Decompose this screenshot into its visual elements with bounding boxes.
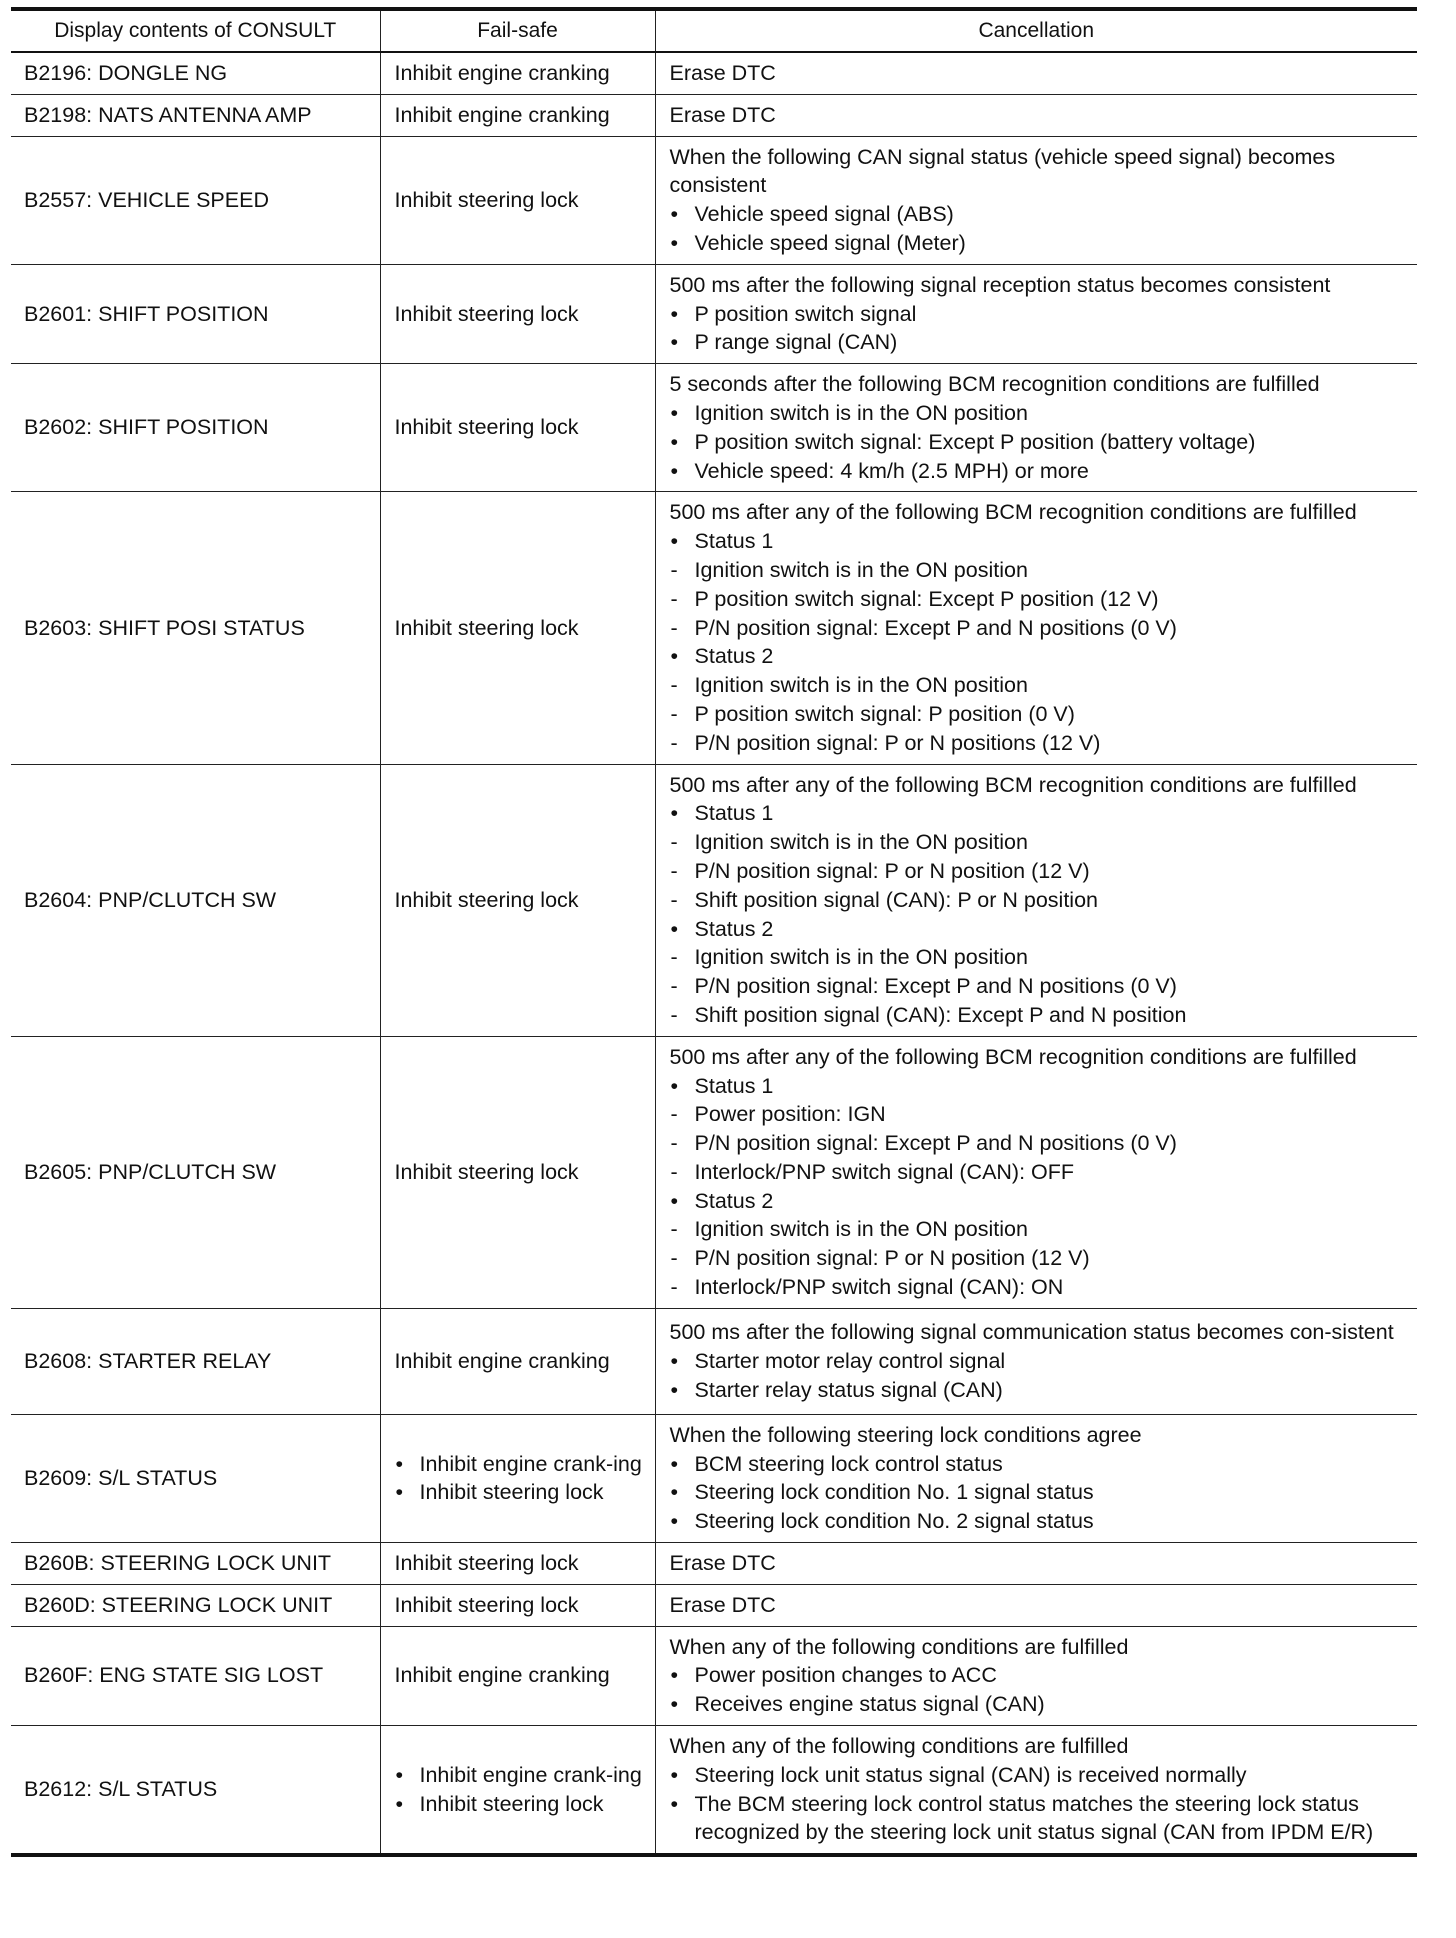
- item-text: Inhibit engine crank-ing: [419, 1451, 642, 1476]
- item-text: Steering lock condition No. 1 signal status: [694, 1480, 1094, 1505]
- header-row: [11, 9, 1417, 52]
- dtc-display-cell: B2198: NATS ANTENNA AMP: [11, 94, 380, 136]
- cancellation-cell: [655, 264, 1417, 363]
- fail-safe-cell: [380, 1626, 655, 1725]
- dash-item: [670, 1001, 1412, 1030]
- bullet-item: [670, 399, 1412, 428]
- header-consult-display: Display contents of CONSULT: [11, 9, 380, 52]
- cell-text: Inhibit steering lock: [394, 1592, 579, 1617]
- dtc-display-cell: B2602: SHIFT POSITION: [11, 364, 380, 492]
- dash-marker: -: [670, 557, 678, 582]
- table-row: [11, 364, 1417, 492]
- cancellation-cell: [655, 136, 1417, 264]
- dash-item: [670, 729, 1412, 758]
- dash-marker: -: [670, 887, 678, 912]
- cell-text: When the following CAN signal status (vehicle speed signal) becomes consistent: [669, 144, 1336, 198]
- dtc-display-cell: B2612: S/L STATUS: [11, 1726, 380, 1856]
- dash-item: [670, 1158, 1412, 1187]
- fail-safe-cell: [380, 1584, 655, 1626]
- bullet-item: [670, 1478, 1412, 1507]
- dash-marker: -: [670, 730, 678, 755]
- cell-text: When any of the following conditions are fulfilled: [669, 1734, 1129, 1759]
- dash-item: [670, 972, 1412, 1001]
- bullet-item: [670, 1347, 1412, 1376]
- dtc-display-cell: B2601: SHIFT POSITION: [11, 264, 380, 363]
- cell-text: 500 ms after any of the following BCM recognition conditions are fulfilled: [669, 1044, 1357, 1069]
- item-text: Ignition switch is in the ON position: [694, 400, 1028, 425]
- cell-text: When any of the following conditions are fulfilled: [669, 1634, 1129, 1659]
- item-text: Inhibit steering lock: [419, 1791, 604, 1816]
- bullet-item: [670, 1690, 1412, 1719]
- dtc-display-cell: B2557: VEHICLE SPEED: [11, 136, 380, 264]
- item-text: Inhibit engine crank-ing: [419, 1762, 642, 1787]
- cell-text: Erase DTC: [669, 1592, 776, 1617]
- bullet-item: [395, 1761, 647, 1790]
- bullet-item: [670, 200, 1412, 229]
- bullet-item: [670, 1507, 1412, 1536]
- dash-item: [670, 943, 1412, 972]
- dash-marker: -: [670, 1159, 678, 1184]
- bullet-marker: •: [670, 1509, 679, 1534]
- dtc-display-cell: B260B: STEERING LOCK UNIT: [11, 1543, 380, 1585]
- fail-safe-cell: [380, 136, 655, 264]
- bullet-marker: •: [670, 330, 679, 355]
- dash-marker: -: [670, 701, 678, 726]
- cell-text: 500 ms after the following signal communication status becomes con-sistent: [669, 1320, 1394, 1345]
- bullet-item: [670, 1187, 1412, 1216]
- cancellation-cell: [655, 764, 1417, 1036]
- dash-marker: -: [670, 1002, 678, 1027]
- item-text: Shift position signal (CAN): Except P and N position: [694, 1002, 1187, 1027]
- cell-text: When the following steering lock conditions agree: [669, 1422, 1142, 1447]
- dash-item: [670, 614, 1412, 643]
- table-row: [11, 94, 1417, 136]
- bullet-marker: •: [670, 801, 679, 826]
- bullet-item: [670, 1761, 1412, 1790]
- item-text: P/N position signal: Except P and N positions (0 V): [694, 974, 1177, 999]
- dash-marker: -: [670, 974, 678, 999]
- cancellation-cell: [655, 94, 1417, 136]
- bullet-marker: •: [670, 400, 679, 425]
- item-text: Vehicle speed signal (Meter): [694, 230, 966, 255]
- fail-safe-cell: [380, 94, 655, 136]
- item-text: P position switch signal: Except P position (12 V): [694, 586, 1159, 611]
- cell-text: 500 ms after any of the following BCM recognition conditions are fulfilled: [669, 772, 1357, 797]
- cancellation-cell: [655, 1626, 1417, 1725]
- dash-marker: -: [670, 586, 678, 611]
- dash-marker: -: [670, 1275, 678, 1300]
- bullet-item: [670, 1072, 1412, 1101]
- cancellation-cell: [655, 1036, 1417, 1308]
- item-text: P/N position signal: P or N positions (12 V): [694, 730, 1101, 755]
- item-text: Ignition switch is in the ON position: [694, 945, 1028, 970]
- bullet-item: [670, 642, 1412, 671]
- bullet-marker: •: [670, 1073, 679, 1098]
- header-fail-safe: Fail-safe: [380, 9, 655, 52]
- dash-marker: -: [670, 830, 678, 855]
- dtc-display-cell: B2609: S/L STATUS: [11, 1414, 380, 1542]
- cancellation-cell: [655, 1726, 1417, 1856]
- cell-text: Inhibit steering lock: [394, 1159, 579, 1184]
- dash-marker: -: [670, 673, 678, 698]
- cell-text: Inhibit steering lock: [394, 1551, 579, 1576]
- fail-safe-cell: [380, 1414, 655, 1542]
- item-text: The BCM steering lock control status matches the steering lock status recognized by the steering lock unit status signal (CAN from IPDM E/R): [694, 1791, 1374, 1845]
- table-row: [11, 1543, 1417, 1585]
- item-text: Power position: IGN: [694, 1102, 886, 1127]
- bullet-item: [670, 300, 1412, 329]
- bullet-item: [670, 428, 1412, 457]
- bullet-marker: •: [395, 1451, 404, 1476]
- bullet-item: [395, 1790, 647, 1819]
- cell-text: Inhibit engine cranking: [394, 1348, 610, 1373]
- fail-safe-cell: [380, 1036, 655, 1308]
- bullet-marker: •: [670, 1188, 679, 1213]
- dtc-display-cell: B260D: STEERING LOCK UNIT: [11, 1584, 380, 1626]
- cancellation-cell: [655, 364, 1417, 492]
- bullet-item: [670, 1376, 1412, 1405]
- bullet-marker: •: [670, 644, 679, 669]
- table-row: [11, 1584, 1417, 1626]
- item-text: Interlock/PNP switch signal (CAN): ON: [694, 1275, 1064, 1300]
- table-row: [11, 136, 1417, 264]
- cell-text: 5 seconds after the following BCM recognition conditions are fulfilled: [669, 372, 1320, 397]
- item-text: Status 2: [694, 644, 774, 669]
- table-row: [11, 1626, 1417, 1725]
- fail-safe-cell: [380, 1308, 655, 1414]
- bullet-item: [670, 1790, 1412, 1848]
- item-text: Status 1: [694, 1073, 774, 1098]
- cell-text: Inhibit steering lock: [394, 187, 579, 212]
- dash-marker: -: [670, 1246, 678, 1271]
- cell-text: Inhibit engine cranking: [394, 102, 610, 127]
- bullet-marker: •: [670, 1377, 679, 1402]
- bullet-item: [395, 1450, 647, 1479]
- item-text: P position switch signal: [694, 301, 917, 326]
- dash-marker: -: [670, 1131, 678, 1156]
- cancellation-cell: [655, 1308, 1417, 1414]
- fail-safe-cell: [380, 264, 655, 363]
- table-row: [11, 1726, 1417, 1856]
- dash-item: [670, 886, 1412, 915]
- item-text: Ignition switch is in the ON position: [694, 557, 1028, 582]
- bullet-marker: •: [670, 1663, 679, 1688]
- item-text: Vehicle speed signal (ABS): [694, 202, 954, 227]
- dash-item: [670, 1215, 1412, 1244]
- item-text: P/N position signal: P or N position (12 V): [694, 858, 1090, 883]
- fail-safe-cell: [380, 1726, 655, 1856]
- item-text: Inhibit steering lock: [419, 1480, 604, 1505]
- cancellation-cell: [655, 1414, 1417, 1542]
- table-row: [11, 1036, 1417, 1308]
- cancellation-cell: [655, 1584, 1417, 1626]
- header-cancellation: Cancellation: [655, 9, 1417, 52]
- bullet-marker: •: [670, 429, 679, 454]
- item-text: Starter relay status signal (CAN): [694, 1377, 1003, 1402]
- bullet-marker: •: [395, 1480, 404, 1505]
- cell-text: Erase DTC: [669, 1551, 776, 1576]
- item-text: Ignition switch is in the ON position: [694, 673, 1028, 698]
- dtc-display-cell: B260F: ENG STATE SIG LOST: [11, 1626, 380, 1725]
- table-header: [11, 9, 1417, 52]
- dtc-display-cell: B2604: PNP/CLUTCH SW: [11, 764, 380, 1036]
- bullet-marker: •: [670, 202, 679, 227]
- table-row: [11, 492, 1417, 764]
- fail-safe-document: [11, 7, 1417, 1857]
- dash-item: [670, 828, 1412, 857]
- cancellation-cell: [655, 1543, 1417, 1585]
- dtc-display-cell: B2196: DONGLE NG: [11, 52, 380, 94]
- item-text: Steering lock unit status signal (CAN) is received normally: [694, 1762, 1247, 1787]
- item-text: Ignition switch is in the ON position: [694, 1217, 1028, 1242]
- item-text: Receives engine status signal (CAN): [694, 1692, 1045, 1717]
- bullet-item: [670, 229, 1412, 258]
- dash-item: [670, 1273, 1412, 1302]
- cell-text: Inhibit steering lock: [394, 415, 579, 440]
- bullet-marker: •: [670, 1762, 679, 1787]
- bullet-marker: •: [670, 916, 679, 941]
- item-text: Interlock/PNP switch signal (CAN): OFF: [694, 1159, 1075, 1184]
- bullet-item: [670, 328, 1412, 357]
- fail-safe-cell: [380, 764, 655, 1036]
- fail-safe-cell: [380, 52, 655, 94]
- dash-item: [670, 1129, 1412, 1158]
- cell-text: Erase DTC: [669, 102, 776, 127]
- dash-marker: -: [670, 1217, 678, 1242]
- dash-item: [670, 556, 1412, 585]
- dash-item: [670, 857, 1412, 886]
- fail-safe-cell: [380, 492, 655, 764]
- dash-item: [670, 585, 1412, 614]
- item-text: Status 2: [694, 916, 774, 941]
- table-body: [11, 52, 1417, 1855]
- item-text: Status 1: [694, 801, 774, 826]
- cancellation-cell: [655, 52, 1417, 94]
- bullet-marker: •: [670, 230, 679, 255]
- bullet-marker: •: [670, 301, 679, 326]
- dash-marker: -: [670, 1102, 678, 1127]
- dash-marker: -: [670, 615, 678, 640]
- item-text: Steering lock condition No. 2 signal status: [694, 1509, 1094, 1534]
- table-row: [11, 1308, 1417, 1414]
- table-row: [11, 264, 1417, 363]
- bullet-item: [670, 457, 1412, 486]
- dash-item: [670, 1244, 1412, 1273]
- fail-safe-cell: [380, 364, 655, 492]
- cell-text: Erase DTC: [669, 61, 776, 85]
- dash-item: [670, 671, 1412, 700]
- bullet-marker: •: [670, 1348, 679, 1373]
- bullet-item: [395, 1478, 647, 1507]
- cell-text: Inhibit steering lock: [394, 615, 579, 640]
- cell-text: Inhibit engine cranking: [394, 61, 610, 85]
- bullet-marker: •: [395, 1762, 404, 1787]
- dash-item: [670, 1100, 1412, 1129]
- bullet-marker: •: [670, 529, 679, 554]
- item-text: P/N position signal: Except P and N positions (0 V): [694, 615, 1177, 640]
- cell-text: Inhibit engine cranking: [394, 1663, 610, 1688]
- table-row: [11, 52, 1417, 94]
- bullet-marker: •: [670, 1480, 679, 1505]
- fail-safe-table: [11, 7, 1417, 1857]
- bullet-marker: •: [670, 458, 679, 483]
- item-text: BCM steering lock control status: [694, 1451, 1003, 1476]
- item-text: Ignition switch is in the ON position: [694, 830, 1028, 855]
- table-row: [11, 1414, 1417, 1542]
- item-text: Status 1: [694, 529, 774, 554]
- item-text: P/N position signal: P or N position (12 V): [694, 1246, 1090, 1271]
- bullet-marker: •: [670, 1692, 679, 1717]
- bullet-marker: •: [670, 1451, 679, 1476]
- item-text: P range signal (CAN): [694, 330, 898, 355]
- bullet-item: [670, 1450, 1412, 1479]
- dtc-display-cell: B2608: STARTER RELAY: [11, 1308, 380, 1414]
- dash-item: [670, 700, 1412, 729]
- bullet-marker: •: [395, 1791, 404, 1816]
- item-text: P/N position signal: Except P and N positions (0 V): [694, 1131, 1177, 1156]
- bullet-item: [670, 799, 1412, 828]
- bullet-marker: •: [670, 1791, 679, 1816]
- cell-text: 500 ms after the following signal reception status becomes consistent: [669, 272, 1331, 297]
- item-text: Status 2: [694, 1188, 774, 1213]
- item-text: Shift position signal (CAN): P or N position: [694, 887, 1099, 912]
- item-text: Power position changes to ACC: [694, 1663, 997, 1688]
- bullet-item: [670, 915, 1412, 944]
- item-text: P position switch signal: Except P position (battery voltage): [694, 429, 1256, 454]
- item-text: Starter motor relay control signal: [694, 1348, 1006, 1373]
- item-text: P position switch signal: P position (0 V): [694, 701, 1075, 726]
- cell-text: Inhibit steering lock: [394, 301, 579, 326]
- cell-text: Inhibit steering lock: [394, 887, 579, 912]
- dash-marker: -: [670, 858, 678, 883]
- cancellation-cell: [655, 492, 1417, 764]
- fail-safe-cell: [380, 1543, 655, 1585]
- cell-text: 500 ms after any of the following BCM recognition conditions are fulfilled: [669, 500, 1357, 525]
- item-text: Vehicle speed: 4 km/h (2.5 MPH) or more: [694, 458, 1089, 483]
- dash-marker: -: [670, 945, 678, 970]
- table-row: [11, 764, 1417, 1036]
- bullet-item: [670, 527, 1412, 556]
- dtc-display-cell: B2603: SHIFT POSI STATUS: [11, 492, 380, 764]
- dtc-display-cell: B2605: PNP/CLUTCH SW: [11, 1036, 380, 1308]
- bullet-item: [670, 1661, 1412, 1690]
